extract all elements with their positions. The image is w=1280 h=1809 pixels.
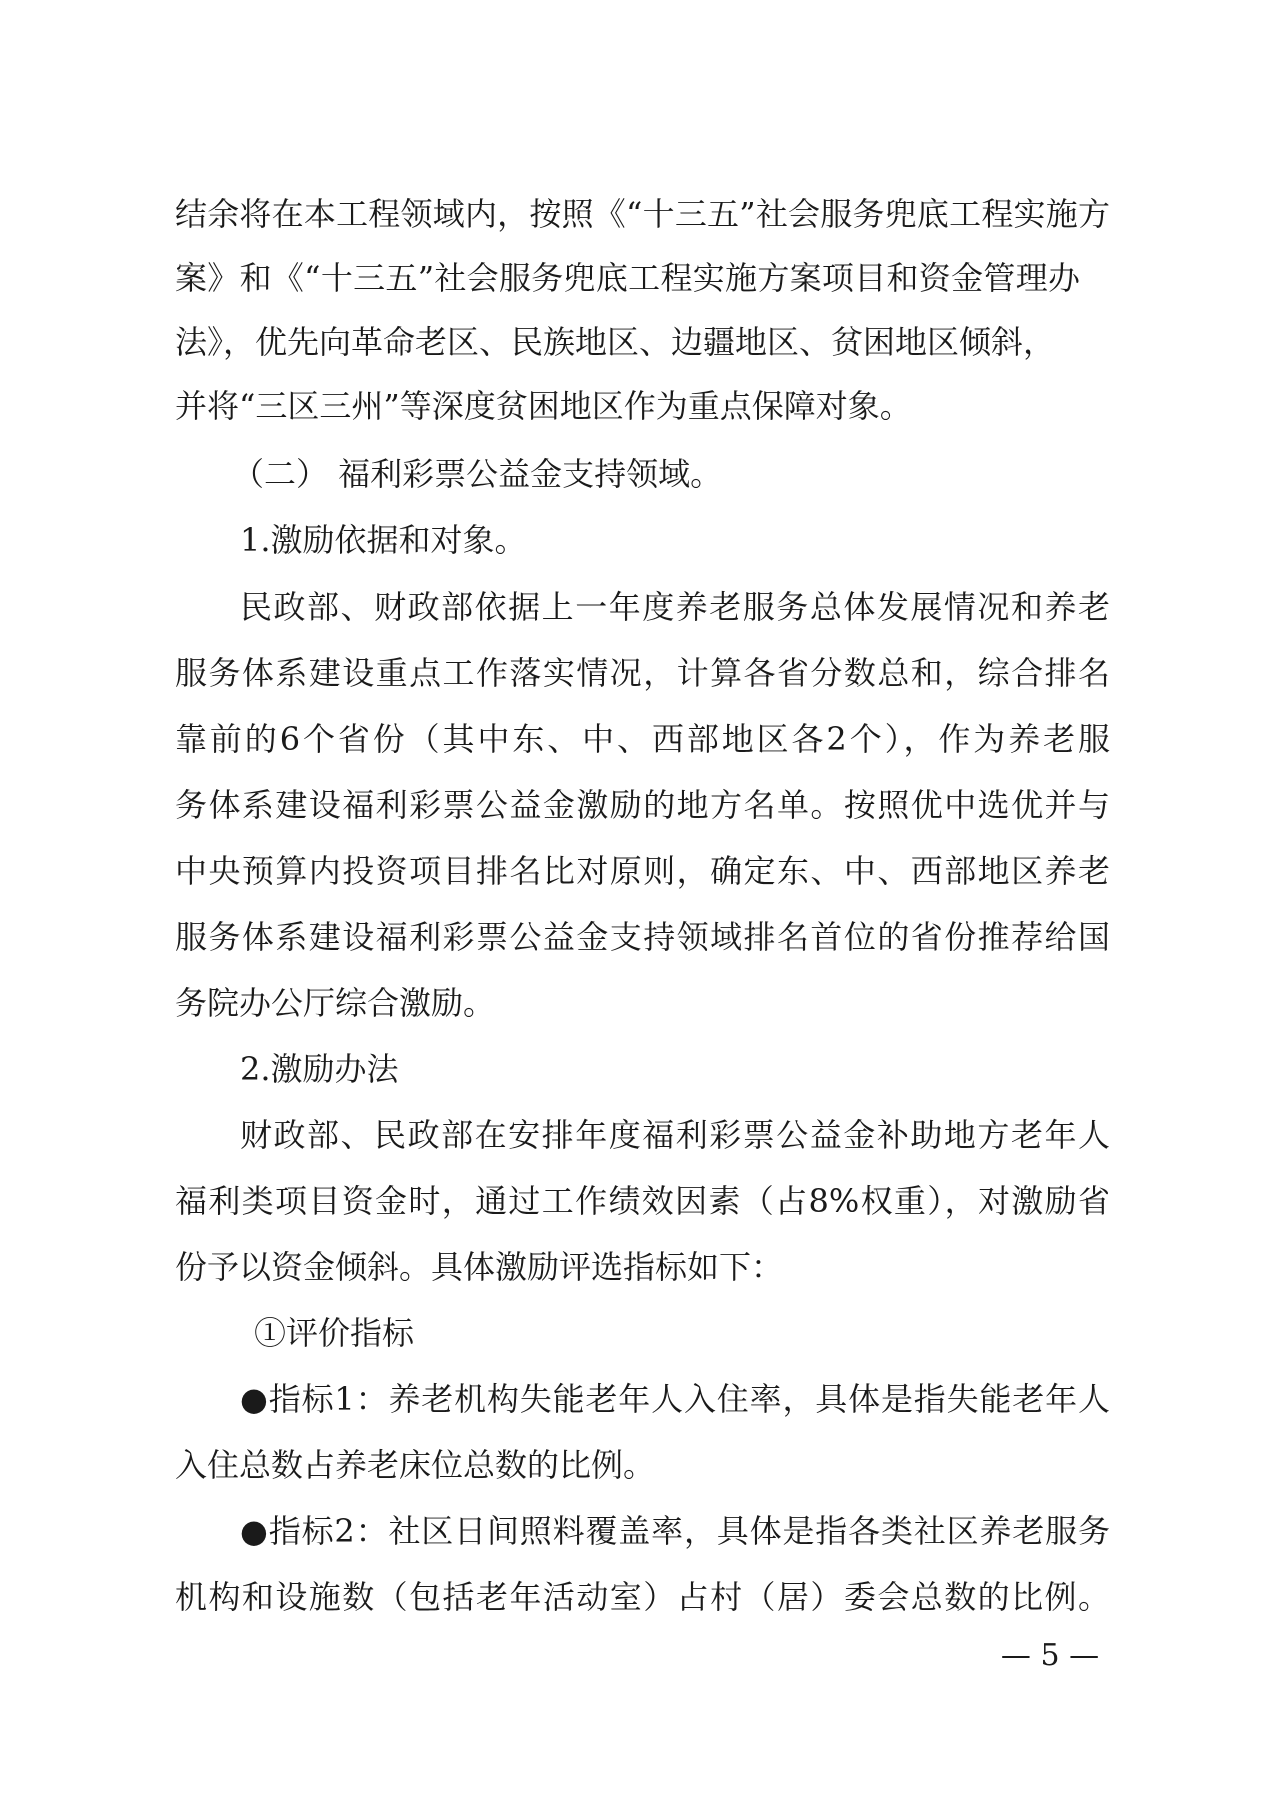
paragraph-line: 务体系建设福利彩票公益金激励的地方名单。按照优中选优并与 [175,786,1110,824]
paragraph-line: 份予以资金倾斜。具体激励评选指标如下： [175,1248,784,1286]
list-item-line: ●指标2：社区日间照料覆盖率，具体是指各类社区养老服务 [240,1512,1110,1550]
paragraph-line: 福利类项目资金时，通过工作绩效因素（占8%权重），对激励省 [175,1182,1110,1220]
subsection-heading: 2.激励办法 [240,1050,399,1088]
list-heading: ①评价指标 [254,1314,415,1352]
paragraph-line: 中央预算内投资项目排名比对原则，确定东、中、西部地区养老 [175,852,1110,890]
paragraph-line: 法》，优先向革命老区、民族地区、边疆地区、贫困地区倾斜， [175,323,1056,361]
paragraph-line: 民政部、财政部依据上一年度养老服务总体发展情况和养老 [240,588,1110,626]
list-item-line: 入住总数占养老床位总数的比例。 [175,1446,656,1484]
paragraph-line: 靠前的6个省份（其中东、中、西部地区各2个），作为养老服 [175,720,1110,758]
paragraph-line: 财政部、民政部在安排年度福利彩票公益金补助地方老年人 [240,1116,1110,1154]
subsection-heading: 1.激励依据和对象。 [240,521,527,559]
paragraph-line: 务院办公厅综合激励。 [175,984,496,1022]
list-item-line: ●指标1：养老机构失能老年人入住率，具体是指失能老年人 [240,1380,1110,1418]
paragraph-line: 结余将在本工程领域内，按照《“十三五”社会服务兜底工程实施方 [175,195,1110,233]
list-item-line: 机构和设施数（包括老年活动室）占村（居）委会总数的比例。 [175,1578,1110,1616]
paragraph-line: 服务体系建设重点工作落实情况，计算各省分数总和，综合排名 [175,654,1110,692]
section-heading: （二） 福利彩票公益金支持领域。 [232,455,723,493]
paragraph-line: 并将“三区三州”等深度贫困地区作为重点保障对象。 [175,387,912,425]
page-number: — 5 — [1000,1638,1100,1673]
paragraph-line: 服务体系建设福利彩票公益金支持领域排名首位的省份推荐给国 [175,918,1110,956]
paragraph-line: 案》和《“十三五”社会服务兜底工程实施方案项目和资金管理办 [175,259,1080,297]
